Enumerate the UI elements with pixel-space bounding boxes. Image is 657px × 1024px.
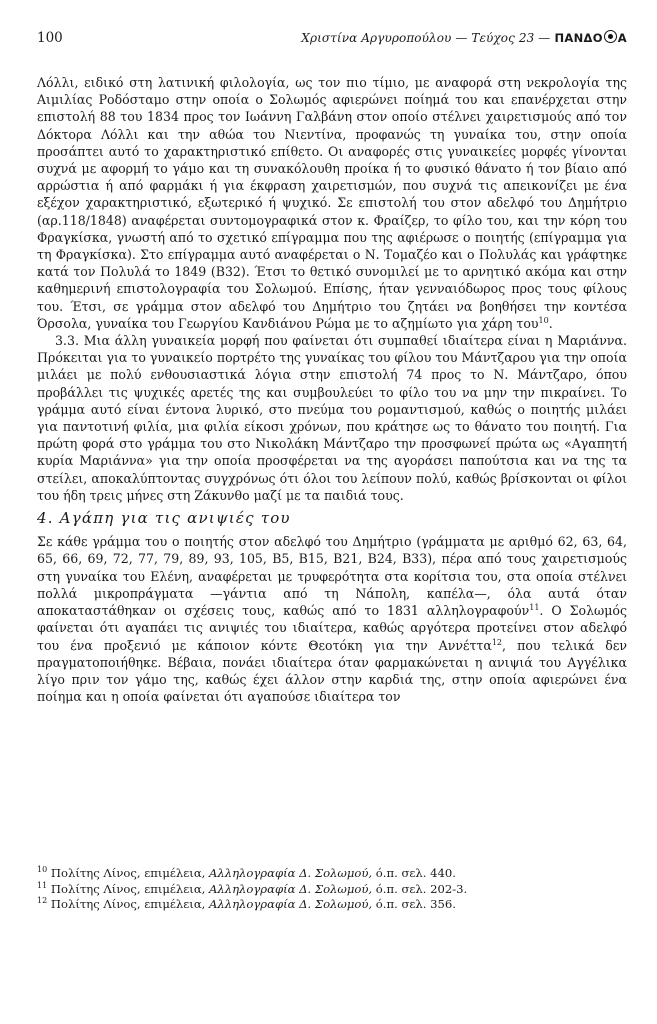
footnote: $^{12}$ Πολίτης Λίνος, επιμέλεια, Αλληλογραφία Δ. Σολωμού, ό.π. σελ. 356. [37, 896, 456, 911]
page [37, 30, 627, 990]
paragraph: 3.3. Μια άλλη γυναικεία μορφή που φαίνεται ότι συμπαθεί ιδιαίτερα είναι η Μαριάννα. Πρόκειται για το γυναικείο πορτρέτο της γυναίκας του φίλου του Μάντζαρου για την οποία μιλάει με πολύ ενθουσιαστικά λόγια στην επιστολή 74 προς το Ν. Μάντζαρο, όπου προβάλλει τις ψυχικές αρετές της και συμβουλεύει το φίλο του να μην την πικραίνει. Το γράμμα αυτό είναι έντονα λυρικό, στο πνεύμα του ρομαντισμού, καθώς ο ποιητής μιλάει για παντοτινή φιλία, μια φιλία είκοσι χρόνων, που κράτησε ως το θάνατο του ποιητή. Για πρώτη φορά στο γράμμα του στο Νικολάκη Μάντζαρο την προσφωνεί πρώτα ως «Αγαπητή κυρία Μαριάννα» για την οποία προσφέρεται να της αγοράσει παπούτσια και να της τα στείλει, αποκαλύπτοντας συγχρόνως ότι όλοι του λείπουν πολύ, καθώς βρίσκονται οι φίλοι του ήδη τρεις μήνες στη Ζάκυνθο μαζί με τα παιδιά τους. [37, 333, 627, 503]
paragraph: Σε κάθε γράμμα του ο ποιητής στον αδελφό του Δημήτριο (γράμματα με αριθμό 62, 63, 64, 65, 66, 69, 72, 77, 79, 89, 93, 105, Β5, Β15, Β21, Β24, Β33), πέρα από τους χαιρετισμούς στη γυναίκα του Ελένη, αναφέρεται με τρυφερότητα στα κορίτσια του, στα οποία στέλνει πολλά μικροπράγματα —γάντια από τη Νάπολη, καπέλα—, όλα αυτά όταν αποκαταστάθηκαν οι σχέσεις τους, καθώς από το 1831 αλληλογραφούν$^{11}$. Ο Σολωμός φαίνεται ότι αγαπάει τις ανιψιές του ιδιαίτερα, καθώς αργότερα προτείνει στον αδελφό του ένα προξενιό με κάποιον κόντε Θεοτόκη για την Αννέττα$^{12}$, που τελικά δεν πραγματοποιήθηκε. Βέβαια, πονάει ιδιαίτερα όταν φαρμακώνεται η ανιψιά του Αγγέλικα λίγο πριν τον γάμο της, καθώς έχει άλλον στην καρδιά της, στην οποία αφιερώνει ένα ποίημα και η οποία φαίνεται ότι αγαπούσε ιδιαίτερα τον [37, 534, 627, 705]
footnotes [37, 866, 467, 913]
footnote-ref: 12 [491, 637, 503, 647]
footnote-ref: 10 [538, 315, 549, 325]
footnote: $^{10}$ Πολίτης Λίνος, επιμέλεια, Αλληλογραφία Δ. Σολωμού, ό.π. σελ. 440. [37, 865, 456, 880]
running-header [301, 30, 627, 46]
paragraph: Λόλλι, ειδικό στη λατινική φιλολογία, ως τον πιο τίμιο, με αναφορά στη νεκρολογία της Αιμιλίας Ροδόσταμο στην οποία ο Σολωμός αφιερώνει ποίημά του και επανέρχεται στην επιστολή 88 του 1834 προς τον Ιωάννη Γαλβάνη στον οποίο στέλνει χαιρετισμούς από τον Δόκτορα Λόλλι και την αθώα του Νιεντίνα, προφανώς τη γυναίκα του, στην οποία προσάπτει αυτό το χαρακτηριστικό επίθετο. Οι αναφορές στις γυναικείες μορφές γίνονται συχνά με αφορμή το γάμο και τη συνακόλουθη προίκα ή το φυσικό θάνατο ή τον βίαιο από αρρώστια ή από φαρμάκι ή για έκφραση χαιρετισμών, που συχνά τις απεικονίζει με ένα εξέχον χαρακτηριστικό, εξωτερικό ή ψυχικό. Σε επιστολή του στον αδελφό του Δημήτριο (αρ.118/1848) αναφέρεται συντομογραφικά στον κ. Φραίζερ, το φίλο του, και την κόρη του Φραγκίσκα, γνωστή από το σχετικό επίγραμμα που της αφιέρωσε ο ποιητής (επίγραμμα για τη Φραγκίσκα). Στο επίγραμμα αυτό αναφέρεται ο Ν. Τομαζέο και ο Πολυλάς και γράφτηκε κατά τον Πολυλά το 1849 (Β32). Έτσι το θετικό συνομιλεί με το αρνητικό ακόμα και στην καθημερινή επιστολογραφία του Σολωμού. Επίσης, ήταν γενναιόδωρος προς τους φίλους του. Έτσι, σε γράμμα στον αδελφό του Δημήτριο του ζητάει να βοηθήσει την κοντέσα Όρσολα, γυναίκα του Γεωργίου Κανδιάνου Ρώμα με το αζημίωτο για χάρη του$^{10}$. [37, 75, 627, 331]
page-number: 100 [37, 30, 63, 46]
footnote: $^{11}$ Πολίτης Λίνος, επιμέλεια, Αλληλογραφία Δ. Σολωμού, ό.π. σελ. 202-3. [37, 880, 468, 896]
article-body [37, 74, 627, 705]
running-title: Χριστίνα Αργυροπούλου — Τεύχος 23 — [301, 31, 551, 45]
page-header [37, 30, 627, 52]
section-heading: 4. Αγάπη για τις ανιψιές του [37, 509, 291, 528]
brand-logo: ΠΑΝΔΟ Α [554, 31, 627, 45]
brand-circle-icon [604, 30, 617, 43]
footnote-ref: 11 [529, 602, 540, 612]
